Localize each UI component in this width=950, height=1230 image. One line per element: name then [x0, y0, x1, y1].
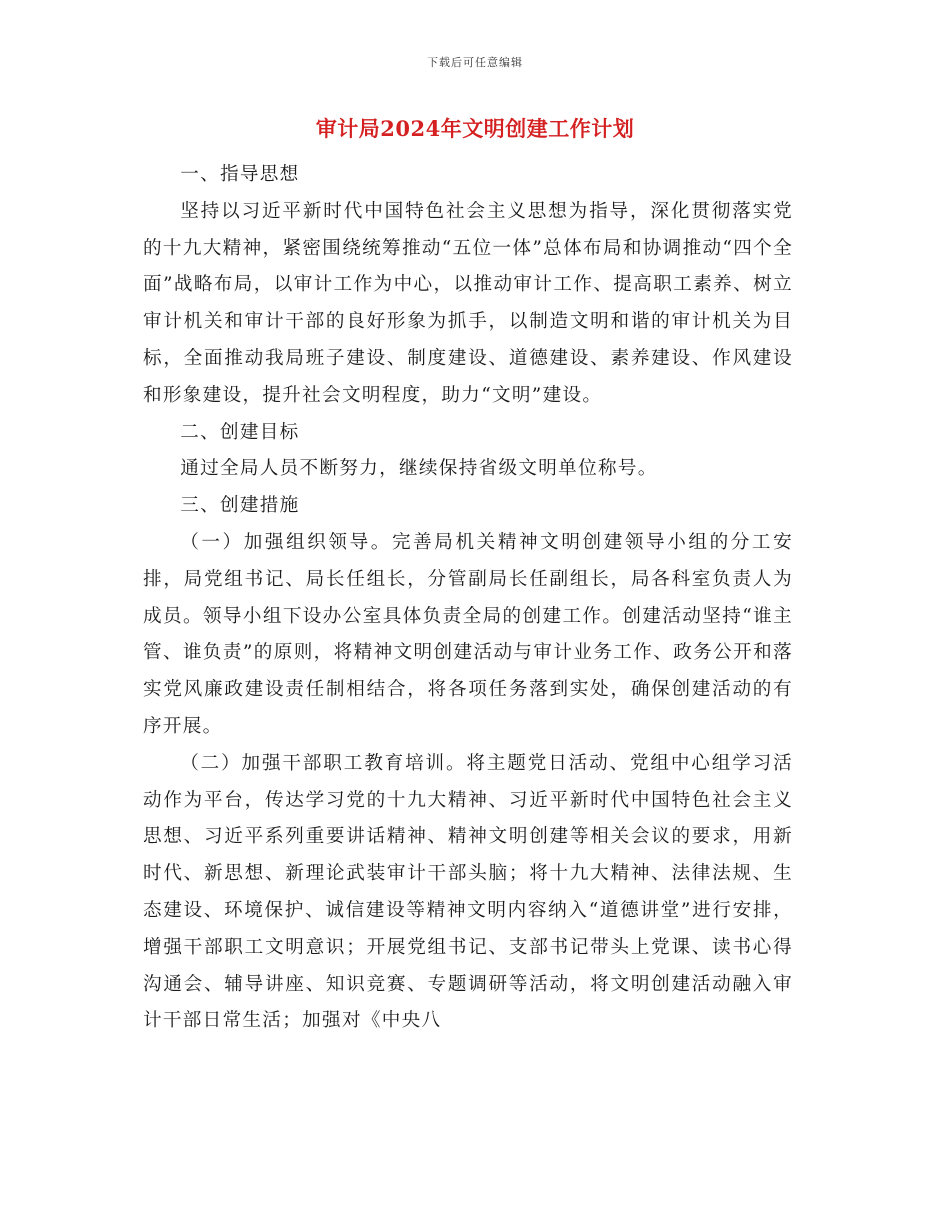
heading-guiding-ideology: 一、指导思想 — [180, 164, 300, 185]
paragraph-creation-goal: 通过全局人员不断努力，继续保持省级文明单位称号。 — [180, 458, 658, 480]
heading-creation-measures: 三、创建措施 — [180, 495, 300, 517]
document-body — [143, 157, 793, 1040]
paragraph-measure-1: （一）加强组织领导。完善局机关精神文明创建领导小组的分工安排，局党组书记、局长任组长，分管副局长任副组长，局各科室负责人为成员。领导小组下设办公室具体负责全局的创建工作。创建活动坚持“谁主管、谁负责”的原则，将精神文明创建活动与审计业务工作、政务公开和落实党风廉政建设责任制相结合，将各项任务落到实处，确保创建活动的有序开展。 — [143, 531, 793, 737]
paragraph-measure-2: （二）加强干部职工教育培训。将主题党日活动、党组中心组学习活动作为平台，传达学习党的十九大精神、习近平新时代中国特色社会主义思想、习近平系列重要讲话精神、精神文明创建等相关会议的要求，用新时代、新思想、新理论武装审计干部头脑；将十九大精神、法律法规、生态建设、环境保护、诚信建设等精神文明内容纳入“道德讲堂”进行安排，增强干部职工文明意识；开展党组书记、支部书记带头上党课、读书心得沟通会、辅导讲座、知识竞赛、专题调研等活动，将文明创建活动融入审计干部日常生活；加强对《中央八 — [143, 752, 793, 1032]
page-header-note: 下载后可任意编辑 — [427, 56, 523, 69]
paragraph-guiding-ideology: 坚持以习近平新时代中国特色社会主义思想为指导，深化贯彻落实党的十九大精神，紧密围绕统筹推动“五位一体”总体布局和协调推动“四个全面”战略布局，以审计工作为中心，以推动审计工作、提高职工素养、树立审计机关和审计干部的良好形象为抓手，以制造文明和谐的审计机关为目标，全面推动我局班子建设、制度建设、道德建设、素养建设、作风建设和形象建设，提升社会文明程度，助力“文明”建设。 — [143, 200, 793, 406]
heading-creation-goal: 二、创建目标 — [180, 421, 300, 443]
document-title: 审计局2024年文明创建工作计划 — [315, 116, 635, 141]
